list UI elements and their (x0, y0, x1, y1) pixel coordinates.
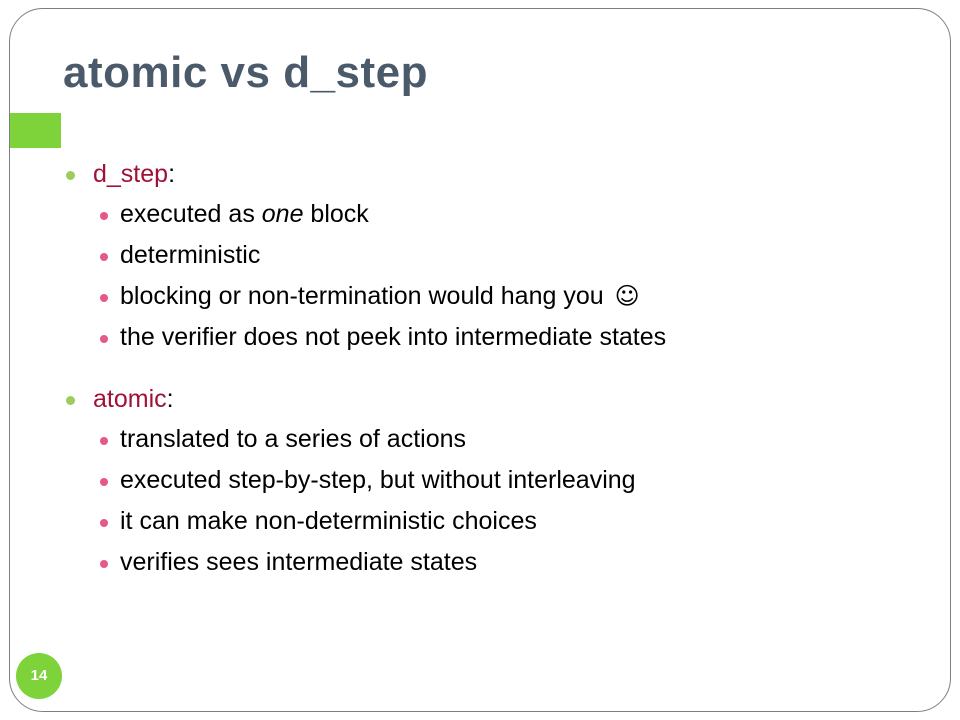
item-text: it can make non-deterministic choices (120, 507, 537, 535)
item-text: deterministic (120, 241, 261, 269)
sub-bullet-dot-icon (100, 478, 108, 486)
list-item (100, 235, 926, 276)
sub-bullet-dot-icon (100, 212, 108, 220)
bullet-d-step (66, 154, 926, 194)
smiley-icon: ☺ (614, 282, 640, 310)
keyword-colon: : (166, 385, 174, 413)
sub-bullet-dot-icon (100, 294, 108, 302)
list-item (100, 542, 926, 583)
list-item (100, 419, 926, 460)
sub-list-atomic (66, 419, 926, 583)
list-item (100, 460, 926, 501)
item-text: translated to a series of actions (120, 425, 467, 453)
bullet-dot-icon (66, 171, 75, 180)
item-text-pre: executed as (120, 200, 262, 228)
list-item (100, 501, 926, 542)
slide-title: atomic vs d_step (63, 48, 429, 97)
bullet-dot-icon (66, 396, 75, 405)
page-number-badge: 14 (16, 653, 62, 699)
sub-list-container (66, 419, 926, 583)
item-text-post: block (303, 200, 369, 228)
item-text: verifies sees intermediate states (120, 548, 478, 576)
keyword-d-step: d_step (93, 160, 169, 188)
slide-content (66, 154, 926, 583)
sub-bullet-dot-icon (100, 560, 108, 568)
bullet-atomic (66, 379, 926, 419)
sub-list-container (66, 194, 926, 358)
item-text: blocking or non-termination would hang you (120, 282, 611, 310)
bullet-section-d-step (66, 154, 926, 358)
sub-list-d-step (66, 194, 926, 358)
sub-bullet-dot-icon (100, 519, 108, 527)
item-text: the verifier does not peek into intermediate states (120, 323, 667, 351)
bullet-section-atomic (66, 379, 926, 583)
item-text: executed step-by-step, but without interleaving (120, 466, 636, 494)
sub-bullet-dot-icon (100, 335, 108, 343)
item-text-emphasis: one (261, 200, 304, 228)
sub-bullet-dot-icon (100, 253, 108, 261)
list-item (100, 194, 926, 235)
keyword-atomic: atomic (93, 385, 167, 413)
keyword-colon: : (168, 160, 176, 188)
list-item (100, 276, 926, 317)
sub-bullet-dot-icon (100, 437, 108, 445)
title-accent-bar (10, 113, 61, 148)
list-item (100, 317, 926, 358)
